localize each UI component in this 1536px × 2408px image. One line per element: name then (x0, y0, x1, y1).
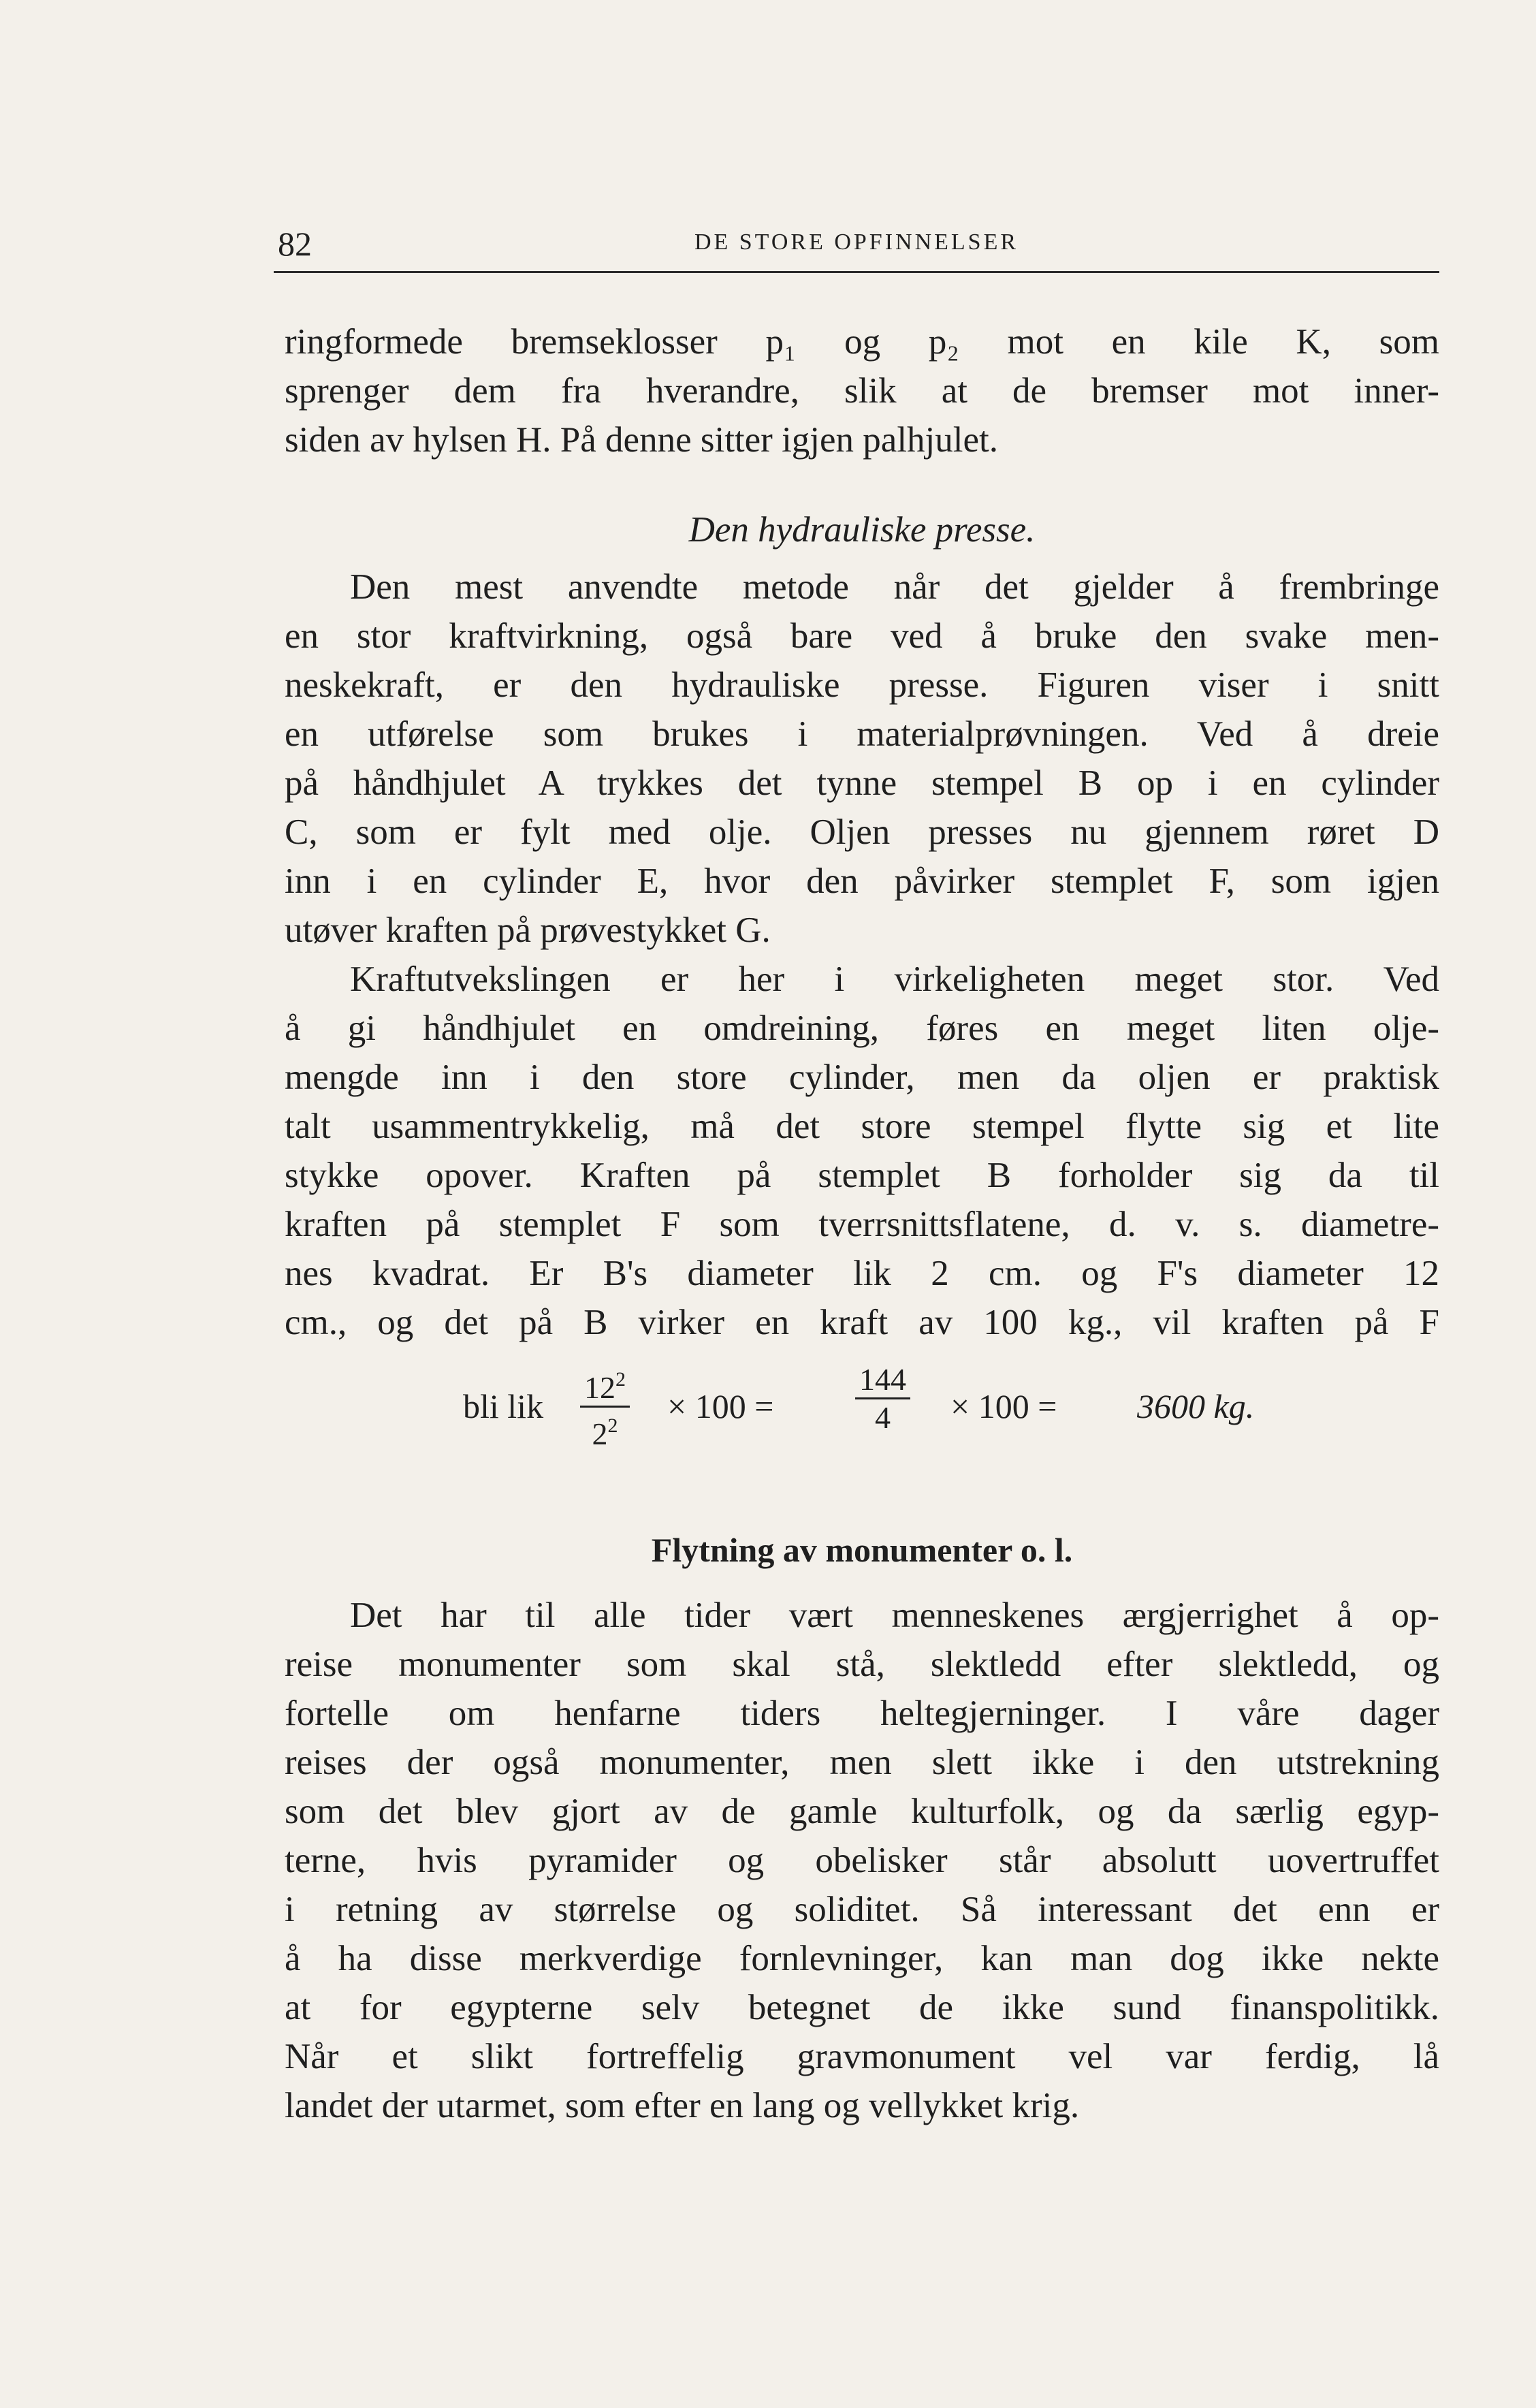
text-line: talt usammentrykkelig, må det store stempel flytte sig et lite (285, 1107, 1439, 1146)
running-head: DE STORE OPFINNELSER (694, 229, 1019, 255)
text-line: inn i en cylinder E, hvor den påvirker stemplet F, som igjen (285, 861, 1439, 901)
section-heading-hydraulic-press: Den hydrauliske presse. (688, 510, 1036, 550)
fraction-2-denominator: 4 (875, 1400, 891, 1435)
text-line: neskekraft, er den hydrauliske presse. Figuren viser i snitt (285, 665, 1439, 705)
text-line: kraften på stemplet F som tverrsnittsflatene, d. v. s. diametre- (285, 1205, 1439, 1244)
formula-times-1: × 100 = (667, 1387, 774, 1425)
text-line: at for egypterne selv betegnet de ikke sund finanspolitikk. (285, 1988, 1439, 2027)
text-line: Kraftutvekslingen er her i virkeligheten meget stor. Ved (350, 960, 1439, 999)
text-line: cm., og det på B virker en kraft av 100 kg., vil kraften på F (285, 1303, 1439, 1342)
text-line: å ha disse merkverdige fornlevninger, kan man dog ikke nekte (285, 1939, 1439, 1978)
paragraph-monuments (285, 1591, 1439, 2130)
text-line: i retning av størrelse og soliditet. Så interessant det enn er (285, 1890, 1439, 1929)
text-line: å gi håndhjulet en omdreining, føres en meget liten olje- (285, 1009, 1439, 1048)
text-line: sprenger dem fra hverandre, slik at de bremser mot inner- (285, 371, 1439, 411)
text-line: ringformede bremseklosser p₁ og p₂ mot en kile K, som (285, 322, 1439, 362)
text-line: C, som er fylt med olje. Oljen presses nu gjennem røret D (285, 812, 1439, 852)
text-line: fortelle om henfarne tiders heltegjerninger. I våre dager (285, 1694, 1439, 1733)
fraction-1-denominator: $2^2$ (592, 1414, 618, 1451)
section-heading-monuments: Flytning av monumenter o. l. (651, 1531, 1073, 1569)
text-line: på håndhjulet A trykkes det tynne stempel B op i en cylinder (285, 763, 1439, 803)
text-line: siden av hylsen H. På denne sitter igjen palhjulet. (285, 420, 998, 460)
formula-prefix: bli lik (463, 1387, 544, 1425)
text-line: mengde inn i den store cylinder, men da oljen er praktisk (285, 1058, 1439, 1097)
formula (463, 1355, 1348, 1457)
text-line: som det blev gjort av de gamle kulturfolk, og da særlig egyp- (285, 1792, 1439, 1831)
text-line: en utførelse som brukes i materialprøvningen. Ved å dreie (285, 714, 1439, 754)
text-line: Den mest anvendte metode når det gjelder å frembringe (350, 567, 1439, 607)
paragraph-hydraulic-press (285, 563, 1439, 1347)
text-line: nes kvadrat. Er B's diameter lik 2 cm. og F's diameter 12 (285, 1254, 1439, 1293)
fraction-1 (580, 1362, 630, 1453)
paragraph-continuation (285, 317, 1439, 464)
text-line: reise monumenter som skal stå, slektledd efter slektledd, og (285, 1645, 1439, 1684)
text-line: Det har til alle tider vært menneskenes ærgjerrighet å op- (350, 1596, 1439, 1635)
page-number: 82 (278, 225, 312, 263)
formula-result: 3600 kg. (1137, 1387, 1255, 1425)
text-line: en stor kraftvirkning, også bare ved å bruke den svake men- (285, 616, 1439, 656)
text-line: utøver kraften på prøvestykket G. (285, 910, 771, 950)
fraction-2 (855, 1362, 910, 1436)
fraction-1-numerator: $12^2$ (580, 1362, 630, 1408)
text-line: Når et slikt fortreffelig gravmonument vel var ferdig, lå (285, 2037, 1439, 2076)
text-line: stykke opover. Kraften på stemplet B forholder sig da til (285, 1156, 1439, 1195)
fraction-2-numerator: 144 (855, 1362, 910, 1399)
page-header (274, 217, 1439, 273)
formula-times-2: × 100 = (950, 1387, 1057, 1425)
text-line: landet der utarmet, som efter en lang og vellykket krig. (285, 2086, 1080, 2125)
text-line: terne, hvis pyramider og obelisker står absolutt uovertruffet (285, 1841, 1439, 1880)
text-line: reises der også monumenter, men slett ikke i den utstrekning (285, 1743, 1439, 1782)
